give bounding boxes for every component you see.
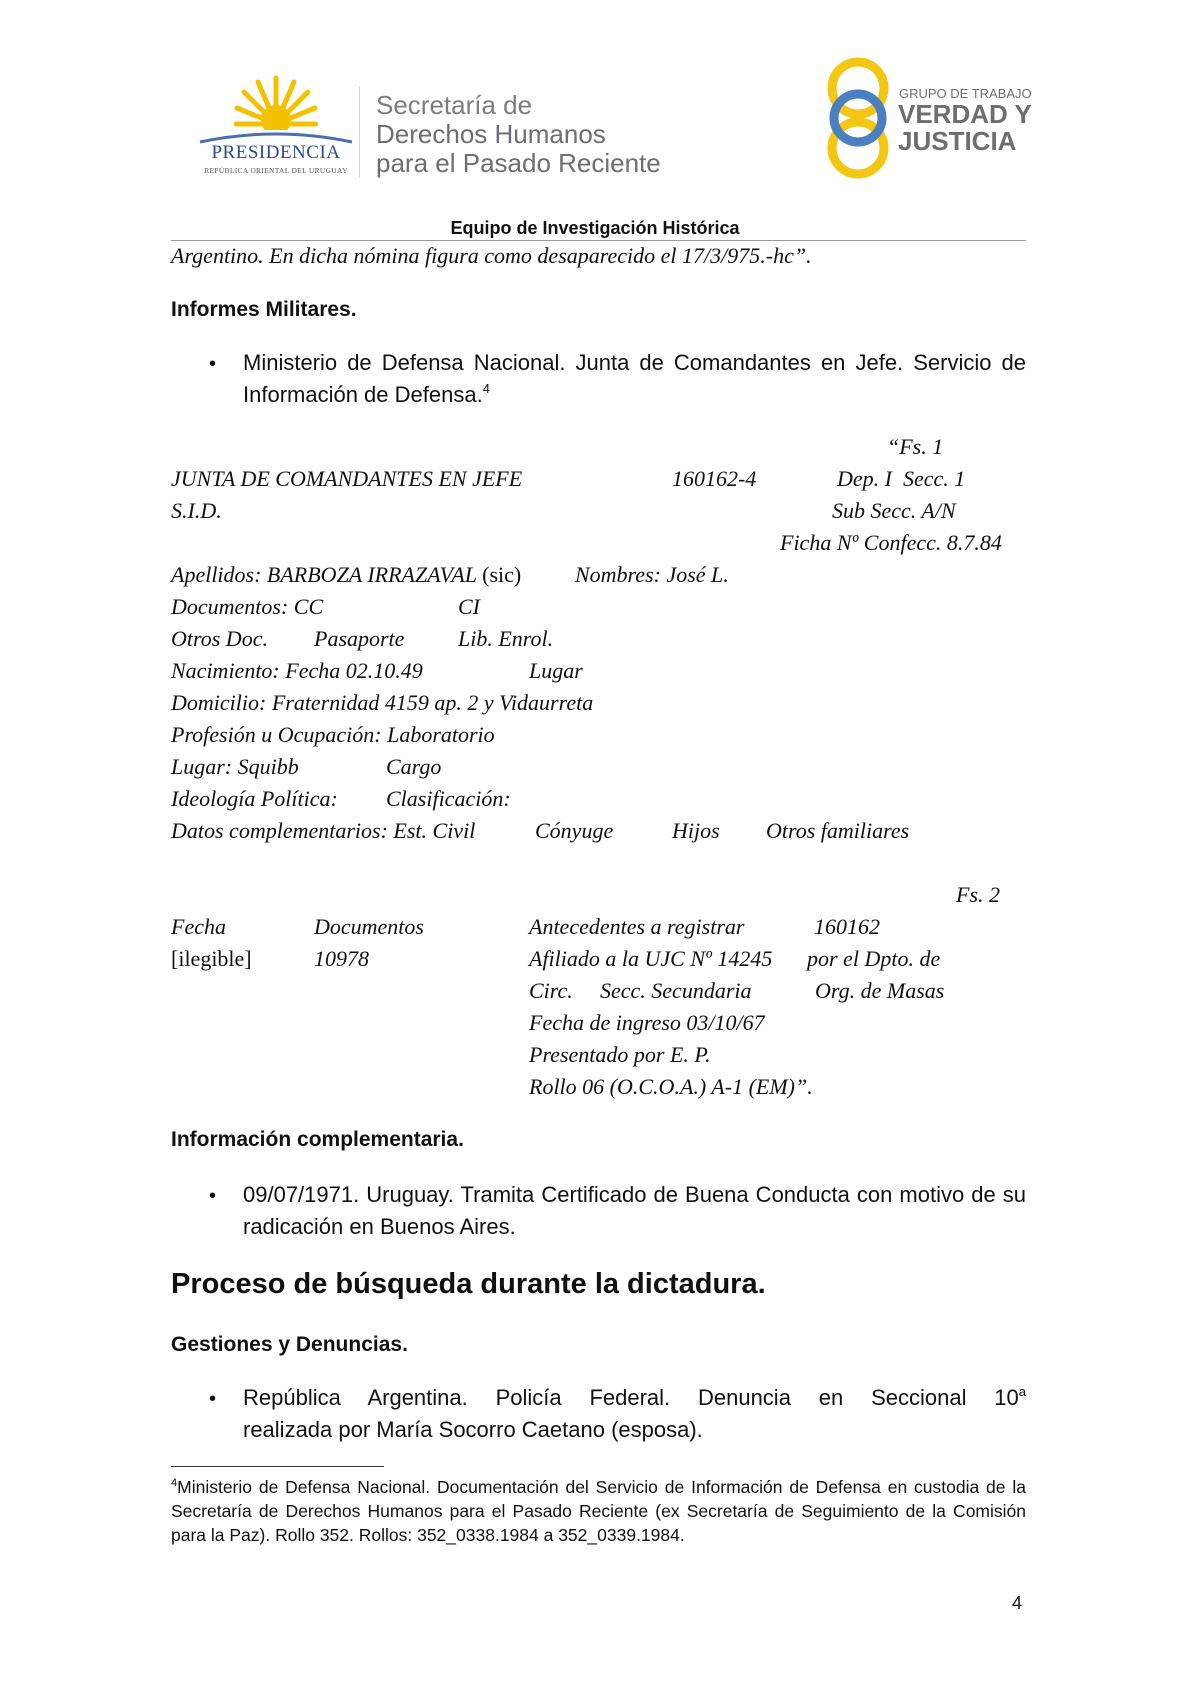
logo-divider [359, 86, 360, 178]
ficha-por-dpto: por el Dpto. de [807, 946, 941, 971]
presidencia-logo [196, 74, 356, 176]
secretaria-logo-text [376, 91, 661, 178]
ficha-presentado: Presentado por E. P. [529, 1042, 711, 1067]
ficha-nombres: Nombres: José L. [575, 562, 729, 587]
gestiones-bullet-text-1: República Argentina. Policía Federal. Denuncia en Seccional 10 [243, 1385, 1019, 1410]
ficha-documentos-header: Documentos [314, 914, 424, 939]
presidencia-title: PRESIDENCIA [211, 142, 341, 163]
footnote-number: 4 [171, 1477, 178, 1489]
gtvj-logo [824, 56, 1034, 180]
proceso-heading: Proceso de búsqueda durante la dictadura. [171, 1268, 766, 1300]
ficha-cargo: Cargo [386, 754, 442, 779]
ficha-ingreso: Fecha de ingreso 03/10/67 [529, 1010, 765, 1035]
gtvj-line-1: GRUPO DE TRABAJO [899, 86, 1032, 101]
ficha-lib-enrol: Lib. Enrol. [458, 626, 554, 651]
page-number: 4 [1012, 1593, 1023, 1613]
gestiones-heading: Gestiones y Denuncias. [171, 1333, 408, 1356]
ordinal-superscript: a [1018, 1384, 1026, 1399]
ficha-clasificacion: Clasificación: [386, 786, 511, 811]
presidencia-subtitle: REPÚBLICA ORIENTAL DEL URUGUAY [204, 166, 348, 175]
team-title: Equipo de Investigación Histórica [450, 218, 740, 238]
informes-heading: Informes Militares. [171, 298, 357, 321]
ficha-lugar-squibb: Lugar: Squibb [171, 754, 299, 779]
ficha-sid: S.I.D. [171, 498, 222, 523]
ficha-fs2: Fs. 2 [956, 882, 1000, 907]
info-comp-heading: Información complementaria. [171, 1128, 464, 1151]
footnote-rule [171, 1466, 384, 1467]
gestiones-bullet-line-2: realizada por María Socorro Caetano (esposa). [243, 1417, 703, 1442]
ficha-profesion: Profesión u Ocupación: Laboratorio [171, 722, 495, 747]
informes-bullet-text: Ministerio de Defensa Nacional. Junta de Comandantes en Jefe. Servicio de Información de Defensa. [243, 350, 1026, 407]
linked-rings-icon [824, 56, 892, 180]
ficha-datos-comp: Datos complementarios: Est. Civil [171, 818, 476, 843]
ficha-fecha-header: Fecha [171, 914, 226, 939]
bullet-marker: • [209, 1388, 217, 1410]
ficha-afiliado: Afiliado a la UJC Nº 14245 [529, 946, 773, 971]
ficha-ilegible: [ilegible] [171, 946, 252, 971]
footnote [171, 1475, 1026, 1547]
ficha-num2: 160162 [814, 914, 880, 939]
ficha-secc-secundaria: Secc. Secundaria [600, 978, 752, 1003]
ficha-documentos: Documentos: CC [171, 594, 324, 619]
ficha-dep: Dep. I Secc. 1 [837, 466, 966, 491]
intro-line: Argentino. En dicha nómina figura como desaparecido el 17/3/975.-hc”. [171, 243, 812, 268]
ficha-circ: Circ. [529, 978, 573, 1003]
ficha-antecedentes-header: Antecedentes a registrar [529, 914, 745, 939]
ficha-nacimiento: Nacimiento: Fecha 02.10.49 [171, 658, 423, 683]
ficha-confecc: Ficha Nº Confecc. 8.7.84 [780, 530, 1002, 555]
ficha-apellidos-label: Apellidos: BARBOZA IRRAZAVAL [171, 562, 477, 587]
gestiones-bullet-line-1 [243, 1382, 1026, 1414]
ficha-doc-num: 10978 [314, 946, 369, 971]
ficha-apellidos [171, 559, 521, 591]
ficha-ideologia: Ideología Política: [171, 786, 338, 811]
ficha-otros-doc: Otros Doc. [171, 626, 268, 651]
secretaria-line-1: Secretaría de [376, 90, 533, 120]
ficha-subsecc: Sub Secc. A/N [832, 498, 956, 523]
bullet-marker: • [209, 1185, 217, 1207]
ficha-sic: (sic) [482, 562, 522, 587]
informes-bullet [243, 347, 1026, 411]
ficha-numero: 160162-4 [672, 466, 757, 491]
secretaria-line-2: Derechos Humanos [376, 119, 606, 149]
gtvj-line-2: VERDAD Y [898, 99, 1032, 129]
ficha-pasaporte: Pasaporte [314, 626, 405, 651]
secretaria-line-3: para el Pasado Reciente [376, 148, 661, 178]
ficha-conyuge: Cónyuge [535, 818, 614, 843]
footnote-ref: 4 [482, 381, 490, 396]
bullet-marker: • [209, 353, 217, 375]
gestiones-bullet [243, 1382, 1026, 1446]
ficha-hijos: Hijos [672, 818, 720, 843]
ficha-rollo: Rollo 06 (O.C.O.A.) A-1 (EM)”. [529, 1074, 813, 1099]
ficha-domicilio: Domicilio: Fraternidad 4159 ap. 2 y Vidaurreta [171, 690, 594, 715]
info-comp-bullet: 09/07/1971. Uruguay. Tramita Certificado de Buena Conducta con motivo de su radicación en Buenos Aires. [243, 1182, 1026, 1239]
gtvj-line-3: JUSTICIA [898, 126, 1017, 156]
ficha-junta: JUNTA DE COMANDANTES EN JEFE [171, 466, 523, 491]
ficha-lugar: Lugar [529, 658, 583, 683]
ficha-otros-familiares: Otros familiares [766, 818, 910, 843]
ficha-ci: CI [458, 594, 480, 619]
footnote-text: Ministerio de Defensa Nacional. Documentación del Servicio de Información de Defensa en custodia de la Secretaría de Derechos Humanos para el Pasado Reciente (ex Secretaría de Seguimiento de la Comisión para la Paz). Rollo 352. Rollos: 352_0338.1984 a 352_0339.1984. [171, 1477, 1026, 1545]
ficha-org-masas: Org. de Masas [815, 978, 945, 1003]
ficha-fs1: “Fs. 1 [887, 434, 944, 459]
